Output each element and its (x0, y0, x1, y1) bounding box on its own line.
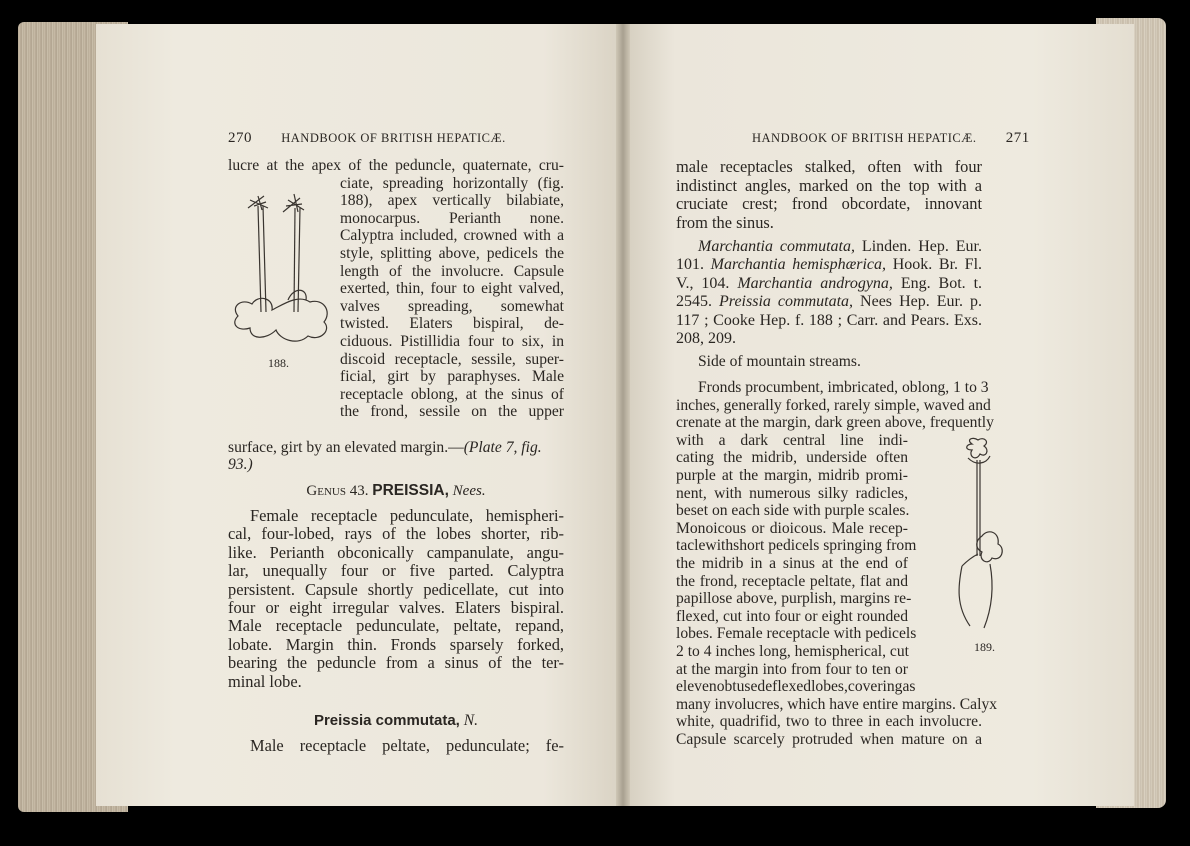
right-running-title: HANDBOOK OF BRITISH HEPATICÆ. (752, 131, 977, 145)
desc-line: taclewithshort pedicels springing from (676, 537, 917, 555)
species-name: Preissia commutata, (313, 712, 460, 729)
peduncle-right-2 (298, 208, 300, 312)
genus-heading (228, 482, 564, 501)
desc-line: crenate at the margin, dark green above, frequently (676, 414, 994, 432)
desc-line: papillose above, purplish, margins re- (676, 590, 912, 608)
genus-description (228, 507, 564, 691)
desc-line: cating the midrib, underside often (676, 449, 908, 467)
desc-line: flexed, cut into four or eight rounded (676, 607, 908, 625)
intro-line: style, splitting above, pedicels the (340, 244, 564, 262)
frond-sinus-icon (962, 554, 978, 566)
species-heading (228, 712, 564, 730)
desc-line: at the margin into from four to ten or (676, 660, 908, 678)
right-line: from the sinus. (676, 212, 774, 232)
species-first-line: Male receptacle peltate, pedunculate; fe- (250, 736, 564, 755)
desc-line: Capsule scarcely protruded when mature on a (676, 730, 982, 748)
intro-line: twisted. Elaters bispiral, de- (340, 315, 564, 333)
genus-line: lar, unequally four or five parted. Calyptra (228, 561, 564, 581)
desc-line: with a dark central line indi- (676, 431, 908, 449)
left-intro-first (228, 157, 564, 175)
receptacle-rim-icon (968, 456, 990, 463)
genus-line: lobate. Margin thin. Fronds sparsely forked, (228, 634, 564, 654)
intro-line: ciduous. Pistillidia four to six, in (340, 332, 564, 350)
right-line: cruciate crest; frond obcordate, innovant (676, 194, 982, 214)
intro-line: receptacle oblong, at the sinus of (340, 385, 564, 403)
desc-line: beset on each side with purple scales. (676, 502, 910, 520)
left-intro-tail (228, 439, 564, 474)
male-receptacle-icon (967, 438, 987, 458)
synonymy-paragraph (676, 238, 982, 348)
peduncle-left-2 (263, 206, 266, 312)
genus-line: Female receptacle pedunculate, hemispheri- (250, 506, 564, 525)
synonym-segment: Marchantia hemisphærica, (710, 256, 887, 274)
right-line: male receptacles stalked, often with four (676, 157, 982, 176)
right-line: indistinct angles, marked on the top with a (676, 175, 982, 195)
left-running-title: HANDBOOK OF BRITISH HEPATICÆ. (281, 131, 506, 145)
desc-line: many involucres, which have entire margins. Calyx (676, 695, 998, 713)
liverwort-figure-188 (228, 190, 334, 350)
desc-line: lobes. Female receptacle with pedicels (676, 625, 917, 643)
genus-name: PREISSIA, (372, 482, 449, 499)
intro-line: 93.) (228, 456, 253, 474)
genus-line: bearing the peduncle from a sinus of the ter- (228, 653, 564, 673)
intro-line: exerted, thin, four to eight valved, (340, 280, 564, 298)
figure-189-label: 189. (974, 640, 995, 654)
desc-line: Fronds procumbent, imbricated, oblong, 1 to 3 (698, 379, 989, 396)
frond-thallus-icon (235, 298, 327, 341)
synonym-segment: Eng. Bot. t. 2545. (676, 274, 983, 311)
intro-line: Calyptra included, crowned with a (340, 227, 564, 245)
desc-line: Monoicous or dioicous. Male recep- (676, 519, 908, 537)
peduncle-right (294, 208, 295, 312)
synonym-segment: Preissia commutata, (719, 293, 854, 311)
genus-line: Male receptacle pedunculate, peltate, repand, (228, 616, 564, 636)
left-intro-wrapped (340, 175, 564, 421)
right-description-top (676, 379, 994, 432)
frond-body-icon (959, 564, 992, 628)
liverwort-figure-189 (948, 436, 1010, 632)
left-running-head (228, 130, 506, 147)
desc-line: the frond, receptacle peltate, flat and (676, 572, 908, 590)
right-first-paragraph (676, 158, 982, 232)
genus-line: minal lobe. (228, 671, 302, 691)
right-description-bottom (676, 695, 998, 749)
female-receptacle-right-icon (283, 194, 304, 212)
genus-line: like. Perianth obconically campanulate, angu- (228, 542, 564, 562)
intro-line: monocarpus. Perianth none. (340, 209, 564, 227)
species-author: N. (463, 712, 479, 729)
desc-line: white, quadrifid, two to three in each involucre. (676, 713, 982, 731)
synonym-segment: Marchantia commutata, (698, 238, 855, 255)
peduncle-left (258, 206, 261, 312)
figure-188-label: 188. (268, 356, 289, 370)
frond-lobe-icon (288, 290, 306, 300)
intro-line-text: surface, girt by an elevated margin.— (228, 438, 464, 456)
genus-line: cal, four-lobed, rays of the lobes shorter, rib- (228, 524, 564, 544)
intro-line: ciate, spreading horizontally (fig. (340, 174, 564, 192)
left-page-number: 270 (228, 130, 252, 146)
intro-line: 188), apex vertically bilabiate, (340, 192, 564, 210)
synonym-segment: Hook. Br. Fl. V., 104. (676, 256, 983, 292)
plate-reference: (Plate 7, fig. (463, 438, 542, 456)
genus-prefix: Genus 43. (306, 483, 369, 499)
intro-line: the frond, sessile on the upper (340, 403, 564, 421)
left-last-line (250, 737, 564, 755)
desc-line: elevenobtusedeflexedlobes,coveringas (676, 678, 916, 696)
intro-line (228, 439, 564, 457)
synonym-segment: Linden. Hep. Eur. 101. (676, 238, 982, 274)
genus-line: four or eight irregular valves. Elaters bispiral. (228, 597, 564, 617)
habitat-line: Side of mountain streams. (698, 353, 861, 370)
right-description-wrapped (676, 431, 917, 696)
right-page-number: 271 (1005, 130, 1030, 146)
desc-line: nent, with numerous silky radicles, (676, 484, 908, 502)
intro-line: ficial, girt by paraphyses. Male (340, 368, 564, 386)
desc-line: the midrib in a sinus at the end of (676, 554, 908, 572)
desc-line: inches, generally forked, rarely simple, waved and (676, 396, 991, 414)
right-running-head (752, 130, 1030, 147)
intro-line: discoid receptacle, sessile, super- (340, 350, 564, 368)
desc-line: 2 to 4 inches long, hemispherical, cut (676, 642, 909, 660)
synonym-segment: Marchantia androgyna, (737, 274, 893, 292)
desc-line: purple at the margin, midrib promi- (676, 466, 908, 484)
genus-author: Nees. (452, 483, 486, 499)
book-gutter (616, 24, 630, 806)
synonym-segment: Nees Hep. Eur. p. 117 ; Cooke Hep. f. 188 ; Carr. and Pears. Exs. 208, 209. (676, 293, 982, 348)
intro-line: lucre at the apex of the peduncle, quaternate, cru- (228, 157, 564, 174)
genus-line: persistent. Capsule shortly pedicellate, cut into (228, 579, 564, 599)
intro-line: length of the involucre. Capsule (340, 262, 564, 280)
intro-line: valves spreading, somewhat (340, 297, 564, 315)
